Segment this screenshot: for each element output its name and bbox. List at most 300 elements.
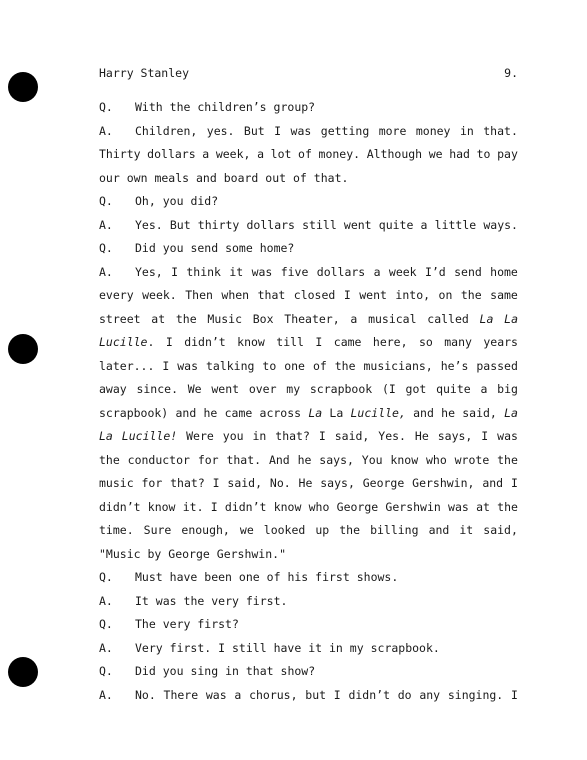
- word: Gershwin.": [216, 546, 287, 561]
- interviewee-name: Harry Stanley: [99, 66, 190, 80]
- word: He: [298, 476, 313, 490]
- word: it: [308, 640, 323, 655]
- word: know: [273, 499, 302, 514]
- speaker-label: A.: [99, 264, 113, 279]
- word: very: [162, 617, 191, 631]
- word: when: [221, 288, 250, 302]
- word: Did: [135, 664, 156, 678]
- word: of: [298, 147, 312, 161]
- word: Very: [135, 640, 163, 655]
- word: in: [225, 664, 239, 678]
- word: Yes.: [378, 429, 406, 443]
- word: quite: [436, 382, 471, 396]
- word: quite: [378, 217, 414, 232]
- speaker-label: A.: [99, 687, 113, 702]
- line-text: [135, 566, 518, 590]
- word: musicians,: [363, 358, 433, 373]
- word: we: [239, 523, 254, 537]
- line-text: [99, 284, 518, 308]
- word: years: [483, 335, 518, 349]
- transcript-line: [99, 637, 518, 661]
- word: music: [99, 476, 134, 490]
- word: Oh,: [135, 194, 156, 208]
- word: was: [205, 687, 227, 702]
- word: our: [99, 170, 120, 185]
- word: later...: [99, 358, 155, 373]
- word: dollars: [147, 147, 196, 161]
- word: the: [169, 100, 191, 114]
- speaker-label: Q.: [99, 664, 113, 678]
- transcript-line: [99, 425, 518, 449]
- word: that?: [275, 429, 310, 443]
- line-text: [99, 402, 518, 426]
- word: You: [361, 452, 383, 467]
- word: week,: [215, 147, 251, 161]
- word: still: [302, 217, 337, 232]
- word: by: [147, 546, 162, 561]
- word: scrapbook): [99, 405, 169, 420]
- word: more: [378, 123, 407, 138]
- word: musical: [368, 311, 417, 326]
- word: was: [177, 358, 199, 373]
- line-text: [135, 96, 518, 120]
- word: to: [262, 358, 277, 373]
- word: I: [510, 476, 518, 490]
- word: Gershwin,: [412, 476, 475, 490]
- word: didn’t: [99, 499, 141, 514]
- word: he: [203, 405, 218, 420]
- word: know: [147, 499, 176, 514]
- word: I: [315, 335, 323, 349]
- word: my: [349, 640, 364, 655]
- word: a: [350, 311, 358, 326]
- word: did?: [190, 194, 219, 208]
- word: wrote: [454, 452, 490, 467]
- word: had: [449, 147, 470, 161]
- word: didn’t: [184, 335, 226, 349]
- word: at: [476, 499, 490, 514]
- word: a: [420, 217, 428, 232]
- word: money: [415, 123, 451, 138]
- word: you: [222, 429, 244, 443]
- word: went: [343, 217, 372, 232]
- transcript-line: [99, 519, 518, 543]
- transcript-line: [99, 308, 518, 332]
- word: closed: [293, 288, 336, 302]
- word: thirty: [197, 217, 240, 232]
- word: it.: [182, 499, 204, 514]
- word: first.: [245, 593, 288, 608]
- word: But: [243, 123, 265, 138]
- speaker-label: A.: [99, 123, 113, 138]
- word: didn’t: [348, 687, 390, 702]
- word: Were: [186, 429, 214, 443]
- word: away: [99, 382, 127, 396]
- transcript-line: [99, 167, 518, 191]
- word: billing: [370, 523, 419, 537]
- word: was: [251, 264, 273, 279]
- speaker-label: Q.: [99, 241, 113, 255]
- word: till: [276, 335, 304, 349]
- word: in: [329, 640, 343, 655]
- word: that: [245, 664, 274, 678]
- word: Then: [185, 288, 213, 302]
- word: says,: [319, 452, 354, 467]
- line-text: [135, 190, 518, 214]
- transcript-line: [99, 96, 518, 120]
- word: that: [257, 288, 286, 302]
- transcript-line: [99, 261, 518, 285]
- word: children’s: [197, 100, 267, 114]
- word: (I: [381, 382, 396, 396]
- word: know: [390, 452, 419, 467]
- word: five: [280, 264, 309, 279]
- transcript-line: [99, 284, 518, 308]
- word: one: [284, 358, 305, 373]
- word: No.: [135, 687, 156, 702]
- word: the: [99, 452, 120, 467]
- word: lot: [270, 147, 292, 161]
- word: Lucille!: [121, 429, 178, 443]
- line-text: [135, 637, 518, 661]
- word: dollars: [246, 217, 295, 232]
- line-text: [135, 261, 518, 285]
- word: on: [438, 288, 453, 302]
- word: got: [405, 382, 427, 396]
- word: still: [232, 640, 267, 655]
- word: one: [238, 570, 260, 584]
- word: the: [497, 452, 518, 467]
- word: I: [218, 640, 226, 655]
- transcript-line: [99, 143, 518, 167]
- line-text: [135, 684, 518, 708]
- word: in: [252, 429, 267, 443]
- word: over: [248, 382, 277, 396]
- word: George: [168, 546, 210, 561]
- word: a: [480, 382, 488, 396]
- word: know: [237, 335, 265, 349]
- line-text: [99, 167, 518, 191]
- word: La: [99, 429, 113, 443]
- transcript-line: [99, 590, 518, 614]
- word: very: [211, 593, 239, 608]
- word: Gershwin: [385, 499, 441, 514]
- word: passed: [476, 358, 518, 373]
- word: I: [210, 499, 218, 514]
- word: Lucille.: [99, 335, 155, 349]
- transcript-line: [99, 684, 518, 708]
- word: I: [333, 687, 341, 702]
- word: said,: [462, 405, 497, 420]
- line-text: [135, 237, 518, 261]
- line-text: [99, 143, 518, 167]
- word: scrapbook: [309, 382, 373, 396]
- word: George: [336, 499, 379, 514]
- word: that?: [170, 476, 205, 490]
- word: I: [165, 335, 173, 349]
- word: La: [479, 311, 494, 326]
- word: we: [428, 147, 443, 161]
- word: you: [162, 664, 184, 678]
- transcript-line: [99, 402, 518, 426]
- word: was: [497, 429, 518, 443]
- word: getting: [320, 123, 370, 138]
- word: a: [234, 687, 242, 702]
- line-text: [99, 355, 518, 379]
- word: the: [334, 358, 356, 373]
- word: into,: [395, 288, 431, 302]
- word: yes.: [206, 123, 235, 138]
- word: little: [434, 217, 477, 232]
- word: and: [196, 170, 217, 185]
- line-text: [135, 590, 518, 614]
- word: every: [99, 288, 134, 302]
- transcript-body: [99, 96, 518, 707]
- word: ways.: [483, 217, 518, 232]
- word: shows.: [356, 570, 399, 584]
- word: didn’t: [224, 499, 267, 514]
- word: send: [454, 264, 482, 279]
- word: of: [312, 358, 327, 373]
- transcript-line: [99, 331, 518, 355]
- line-text: [99, 331, 518, 355]
- word: for: [141, 476, 163, 490]
- word: the: [175, 311, 197, 326]
- word: went: [211, 382, 240, 396]
- word: La: [308, 405, 323, 420]
- word: I’d: [424, 264, 446, 279]
- word: called: [427, 311, 469, 326]
- word: the: [339, 523, 361, 537]
- line-text: [135, 660, 518, 684]
- word: been: [204, 570, 232, 584]
- word: meals: [154, 170, 190, 185]
- word: The: [135, 617, 156, 631]
- word: that.: [483, 123, 518, 138]
- line-text: [99, 543, 518, 567]
- word: Children,: [135, 123, 198, 138]
- word: send: [190, 241, 219, 255]
- word: With: [135, 100, 163, 114]
- word: And: [268, 452, 290, 467]
- word: board: [223, 170, 259, 185]
- word: since.: [136, 382, 178, 396]
- word: any: [419, 687, 441, 702]
- line-text: [135, 120, 518, 144]
- speaker-label: Q.: [99, 100, 113, 114]
- word: says,: [320, 476, 355, 490]
- line-text: [99, 425, 518, 449]
- transcript-line: [99, 566, 518, 590]
- page-number: 9.: [504, 66, 518, 80]
- transcript-line: [99, 120, 518, 144]
- word: Although: [366, 147, 423, 161]
- word: We: [187, 382, 202, 396]
- word: he: [297, 452, 312, 467]
- word: La: [329, 405, 344, 420]
- word: was: [290, 123, 312, 138]
- word: the: [497, 499, 518, 514]
- word: first.: [169, 640, 212, 655]
- word: the: [460, 288, 482, 302]
- transcript-line: [99, 378, 518, 402]
- word: Theater,: [284, 311, 340, 326]
- line-text: [135, 613, 518, 637]
- word: He: [414, 429, 429, 443]
- word: conductor: [127, 452, 190, 467]
- word: Box: [252, 311, 274, 326]
- word: and: [482, 476, 504, 490]
- word: across: [259, 405, 302, 420]
- word: for: [197, 452, 219, 467]
- word: scrapbook.: [370, 640, 440, 655]
- speaker-label: Q.: [99, 617, 113, 631]
- word: went: [359, 288, 387, 302]
- word: at: [151, 311, 166, 326]
- word: same: [490, 288, 518, 302]
- word: came: [224, 405, 253, 420]
- word: time.: [99, 523, 134, 537]
- word: of: [293, 170, 307, 185]
- transcript-line: [99, 613, 518, 637]
- word: and: [413, 405, 434, 420]
- word: sing: [190, 664, 219, 678]
- word: you: [162, 241, 184, 255]
- word: But: [169, 217, 191, 232]
- line-text: [99, 496, 518, 520]
- word: some: [225, 241, 253, 255]
- transcript-line: [99, 237, 518, 261]
- binder-hole-middle: [8, 334, 38, 364]
- word: show?: [280, 664, 316, 678]
- word: the: [183, 593, 205, 608]
- word: it: [459, 523, 474, 537]
- word: group?: [273, 100, 316, 114]
- word: own: [126, 170, 148, 185]
- line-text: [99, 378, 518, 402]
- word: in: [459, 123, 474, 138]
- word: Lucille,: [350, 405, 406, 420]
- word: singing.: [447, 687, 504, 702]
- line-text: [135, 214, 518, 238]
- word: a: [373, 264, 381, 279]
- word: I: [274, 123, 282, 138]
- word: Did: [135, 241, 156, 255]
- line-text: [99, 449, 518, 473]
- word: of: [266, 570, 281, 584]
- word: dollars: [316, 264, 366, 279]
- word: who: [308, 499, 330, 514]
- word: was: [155, 593, 177, 608]
- word: a: [202, 147, 210, 161]
- word: think: [186, 264, 221, 279]
- word: I: [481, 429, 489, 443]
- word: he: [441, 405, 455, 420]
- word: do: [397, 687, 412, 702]
- word: says,: [437, 429, 473, 443]
- word: Yes.: [135, 217, 163, 232]
- word: said,: [227, 476, 263, 490]
- binder-hole-bottom: [8, 657, 38, 687]
- word: chorus,: [249, 687, 298, 702]
- speaker-label: Q.: [99, 570, 113, 584]
- word: and: [175, 405, 197, 420]
- word: out: [265, 170, 287, 185]
- word: George: [362, 476, 405, 490]
- word: first?: [197, 617, 239, 631]
- word: street: [99, 311, 141, 326]
- speaker-label: Q.: [99, 194, 113, 208]
- word: There: [163, 687, 199, 702]
- word: I: [212, 476, 220, 490]
- word: have: [169, 570, 198, 584]
- word: home: [490, 264, 518, 279]
- word: here,: [372, 335, 408, 349]
- word: but: [305, 687, 327, 702]
- word: Thirty: [99, 147, 141, 161]
- word: week: [388, 264, 417, 279]
- word: was: [448, 499, 469, 514]
- word: Yes,: [135, 264, 163, 279]
- word: and: [428, 523, 450, 537]
- transcript-line: [99, 496, 518, 520]
- word: I: [318, 429, 326, 443]
- word: Must: [135, 570, 163, 584]
- word: La: [504, 311, 518, 326]
- word: my: [286, 382, 301, 396]
- transcript-line: [99, 660, 518, 684]
- word: first: [315, 570, 350, 584]
- word: big: [497, 382, 518, 396]
- word: said,: [334, 429, 370, 443]
- word: Sure: [143, 523, 172, 537]
- word: who: [425, 452, 447, 467]
- word: it: [229, 264, 244, 279]
- word: you: [162, 194, 184, 208]
- speaker-label: A.: [99, 593, 113, 608]
- word: looked: [263, 523, 306, 537]
- word: I: [343, 288, 351, 302]
- word: pay: [497, 147, 518, 161]
- transcript-line: [99, 449, 518, 473]
- transcript-line: [99, 543, 518, 567]
- word: week.: [142, 288, 177, 302]
- word: money.: [318, 147, 361, 161]
- word: his: [287, 570, 309, 584]
- binder-hole-top: [8, 72, 38, 102]
- word: came: [333, 335, 362, 349]
- speaker-label: A.: [99, 217, 113, 232]
- word: that.: [313, 170, 349, 185]
- transcript-line: [99, 472, 518, 496]
- word: so: [418, 335, 433, 349]
- word: "Music: [99, 546, 141, 561]
- word: many: [444, 335, 472, 349]
- transcript-line: [99, 190, 518, 214]
- word: talking: [205, 358, 255, 373]
- word: I: [171, 264, 178, 279]
- page-header: [99, 66, 518, 82]
- word: I: [162, 358, 170, 373]
- word: up: [315, 523, 330, 537]
- word: It: [135, 593, 149, 608]
- line-text: [99, 519, 518, 543]
- word: La: [504, 405, 518, 420]
- word: he’s: [440, 358, 469, 373]
- word: to: [476, 147, 491, 161]
- word: Music: [207, 311, 243, 326]
- word: have: [273, 640, 302, 655]
